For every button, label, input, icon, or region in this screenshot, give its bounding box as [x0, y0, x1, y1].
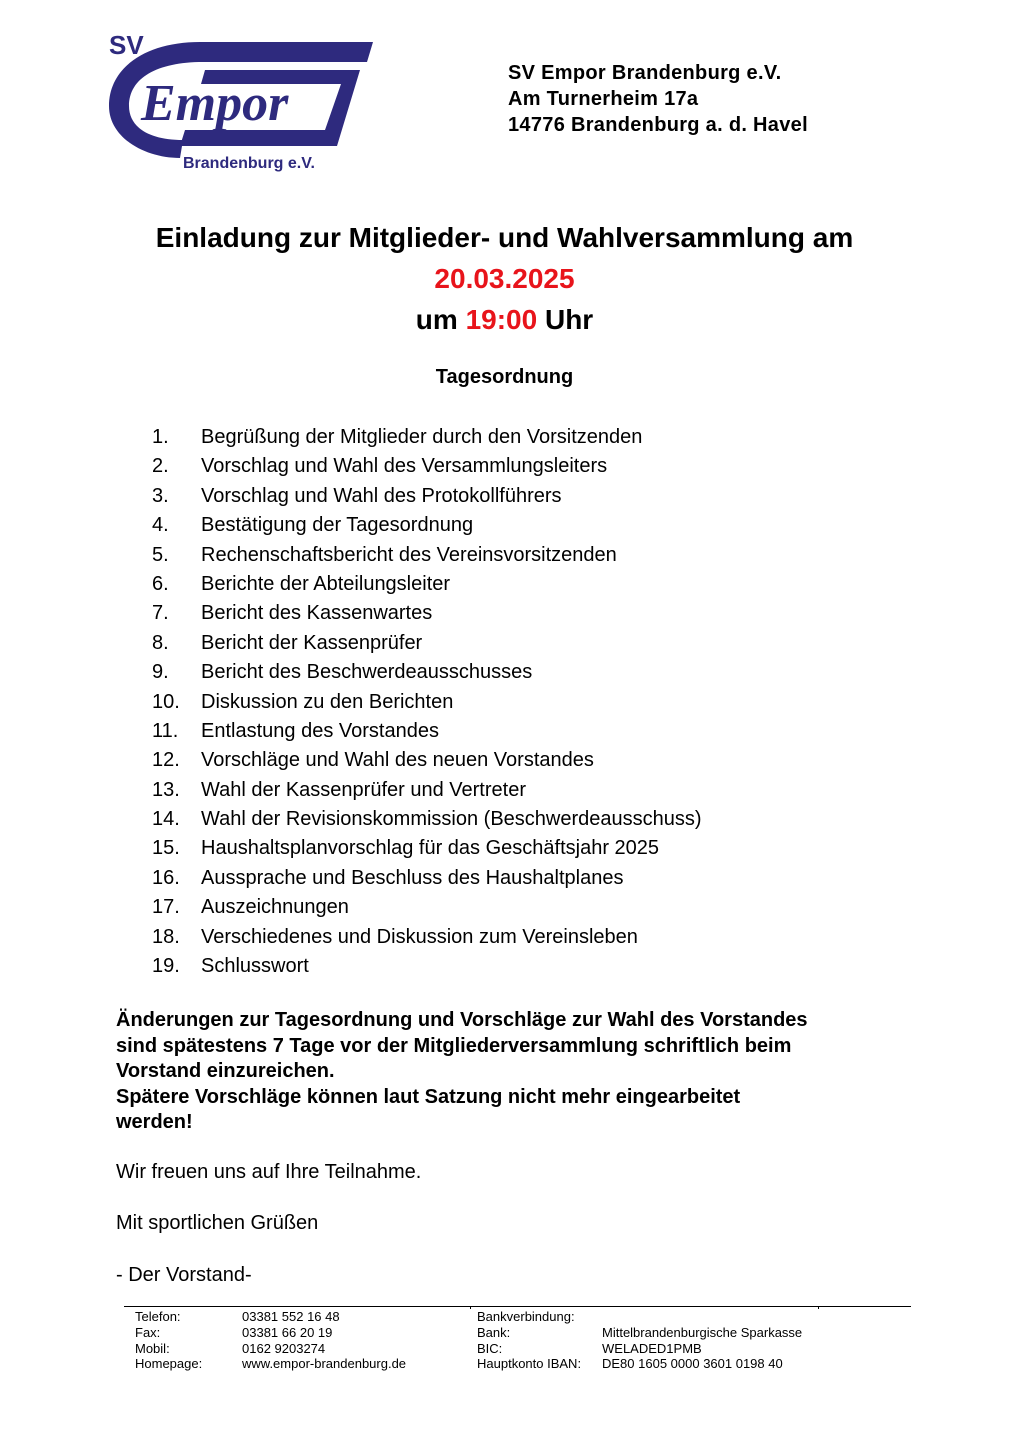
- footer-phone: 03381 552 16 48: [242, 1309, 340, 1324]
- footer-bank-labels: [477, 1309, 581, 1372]
- agenda-item-text: Vorschlag und Wahl des Versammlungsleiters: [201, 455, 608, 478]
- footer-mobile: 0162 9203274: [242, 1340, 326, 1356]
- agenda-item-text: Wahl der Revisionskommission (Beschwerdeausschuss): [201, 808, 702, 831]
- footer-homepage-link[interactable]: www.empor-brandenburg.de: [242, 1356, 407, 1372]
- agenda-item-number: 12.: [152, 749, 180, 772]
- footer-label-phone: Telefon:: [135, 1309, 181, 1324]
- agenda-item: [152, 659, 702, 688]
- agenda-item-number: 17.: [152, 896, 180, 919]
- club-logo: [105, 28, 380, 178]
- agenda-item-text: Entlastung des Vorstandes: [201, 719, 439, 742]
- agenda-item-number: 4.: [152, 514, 169, 537]
- footer-label-iban: Hauptkonto IBAN:: [477, 1356, 582, 1372]
- agenda-item: [152, 630, 702, 659]
- footer-label-fax: Fax:: [135, 1324, 161, 1340]
- agenda-item-text: Diskussion zu den Berichten: [201, 690, 454, 713]
- agenda-item-number: 10.: [152, 690, 180, 713]
- logo-empor-text: Empor: [141, 75, 289, 132]
- agenda-item-number: 5.: [152, 543, 169, 566]
- agenda-heading: Tagesordnung: [435, 366, 574, 388]
- footer-contact-labels: [135, 1309, 202, 1372]
- footer-label-bankverbindung: Bankverbindung:: [477, 1309, 575, 1324]
- meeting-date: 20.03.2025: [434, 263, 575, 294]
- agenda-item: [152, 718, 702, 747]
- footer-label-bank: Bank:: [477, 1324, 511, 1340]
- footer-label-bic: BIC:: [477, 1340, 503, 1356]
- agenda-item: [152, 483, 702, 512]
- logo-sv-text: SV: [109, 30, 144, 60]
- notice-line: Spätere Vorschläge können laut Satzung nicht mehr eingearbeitet: [116, 1085, 741, 1108]
- agenda-item-text: Auszeichnungen: [201, 896, 349, 919]
- closing-greeting: Mit sportlichen Grüßen: [116, 1212, 319, 1234]
- closing-signature: - Der Vorstand-: [116, 1264, 252, 1286]
- agenda-item-number: 6.: [152, 572, 169, 595]
- footer-contact-values: [242, 1309, 406, 1372]
- notice-line: sind spätestens 7 Tage vor der Mitgliederversammlung schriftlich beim: [116, 1034, 792, 1057]
- agenda-item-number: 2.: [152, 455, 169, 478]
- agenda-item: [152, 924, 702, 953]
- agenda-item-text: Vorschlag und Wahl des Protokollführers: [201, 484, 562, 507]
- agenda-item-number: 14.: [152, 808, 180, 831]
- agenda-item: [152, 689, 702, 718]
- footer-bankverbindung-value: [602, 1309, 802, 1325]
- agenda-item: [152, 894, 702, 923]
- notice-line: Vorstand einzureichen.: [116, 1060, 335, 1082]
- agenda-item-number: 7.: [152, 602, 169, 625]
- notice-line: Änderungen zur Tagesordnung und Vorschläge zur Wahl des Vorstandes: [116, 1009, 808, 1031]
- agenda-item-text: Wahl der Kassenprüfer und Vertreter: [201, 778, 526, 801]
- agenda-item-text: Schlusswort: [201, 955, 309, 978]
- agenda-item-text: Bericht des Beschwerdeausschusses: [201, 661, 533, 684]
- address-line-city: 14776 Brandenburg a. d. Havel: [508, 114, 808, 136]
- agenda-item-text: Haushaltsplanvorschlag für das Geschäftsjahr 2025: [201, 837, 660, 860]
- agenda-item-number: 8.: [152, 631, 169, 654]
- agenda-item-number: 15.: [152, 837, 180, 860]
- agenda-item: [152, 865, 702, 894]
- agenda-item-text: Vorschläge und Wahl des neuen Vorstandes: [201, 749, 594, 772]
- meeting-time: [0, 304, 1009, 336]
- agenda-item-text: Rechenschaftsbericht des Vereinsvorsitzenden: [201, 543, 617, 566]
- footer-divider: [124, 1306, 911, 1307]
- footer-fax: 03381 66 20 19: [242, 1324, 333, 1340]
- agenda-item-number: 3.: [152, 484, 169, 507]
- agenda-item-number: 16.: [152, 866, 180, 889]
- agenda-item-text: Begrüßung der Mitglieder durch den Vorsitzenden: [201, 426, 643, 448]
- agenda-item-text: Verschiedenes und Diskussion zum Vereinsleben: [201, 925, 638, 948]
- address-line-name: SV Empor Brandenburg e.V.: [508, 62, 782, 84]
- agenda-item: [152, 571, 702, 600]
- logo-brandenburg-text: Brandenburg e.V.: [183, 155, 315, 172]
- time-prefix: um: [415, 304, 458, 335]
- footer-bank-name: Mittelbrandenburgische Sparkasse: [602, 1324, 803, 1340]
- agenda-item-number: 18.: [152, 925, 180, 948]
- agenda-list: [152, 424, 702, 982]
- agenda-item: [152, 835, 702, 864]
- agenda-item: [152, 747, 702, 776]
- footer-divider-tick: [818, 1306, 819, 1309]
- footer-label-homepage: Homepage:: [135, 1356, 203, 1372]
- agenda-item: [152, 600, 702, 629]
- agenda-item-text: Bestätigung der Tagesordnung: [201, 514, 474, 537]
- agenda-item: [152, 424, 702, 453]
- footer-bic: WELADED1PMB: [602, 1340, 702, 1356]
- agenda-item-number: 11.: [152, 719, 179, 742]
- agenda-item-text: Bericht der Kassenprüfer: [201, 631, 423, 654]
- club-address: [508, 60, 808, 138]
- invitation-title: Einladung zur Mitglieder- und Wahlversammlung am: [155, 222, 854, 253]
- agenda-item-text: Bericht des Kassenwartes: [201, 602, 433, 625]
- agenda-item: [152, 512, 702, 541]
- agenda-item-number: 19.: [152, 955, 180, 978]
- time-suffix: Uhr: [544, 304, 594, 335]
- time-value: 19:00: [465, 304, 538, 335]
- address-line-street: Am Turnerheim 17a: [508, 88, 699, 110]
- footer-bank-values: [602, 1309, 802, 1372]
- submission-notice: [116, 1008, 916, 1136]
- agenda-item: [152, 453, 702, 482]
- agenda-item-text: Berichte der Abteilungsleiter: [201, 572, 451, 595]
- notice-line: werden!: [116, 1111, 193, 1133]
- footer-label-mobile: Mobil:: [135, 1340, 170, 1356]
- agenda-item: [152, 806, 702, 835]
- agenda-item-number: 9.: [152, 661, 169, 684]
- agenda-item: [152, 953, 702, 982]
- footer-divider-tick: [470, 1306, 471, 1309]
- empor-logo-graphic: [105, 28, 380, 178]
- closing-thanks: Wir freuen uns auf Ihre Teilnahme.: [116, 1161, 422, 1183]
- agenda-item: [152, 777, 702, 806]
- agenda-item: [152, 542, 702, 571]
- agenda-item-number: 13.: [152, 778, 180, 801]
- agenda-item-text: Aussprache und Beschluss des Haushaltplanes: [201, 866, 624, 889]
- footer-iban: DE80 1605 0000 3601 0198 40: [602, 1356, 783, 1372]
- agenda-item-number: 1.: [152, 426, 169, 448]
